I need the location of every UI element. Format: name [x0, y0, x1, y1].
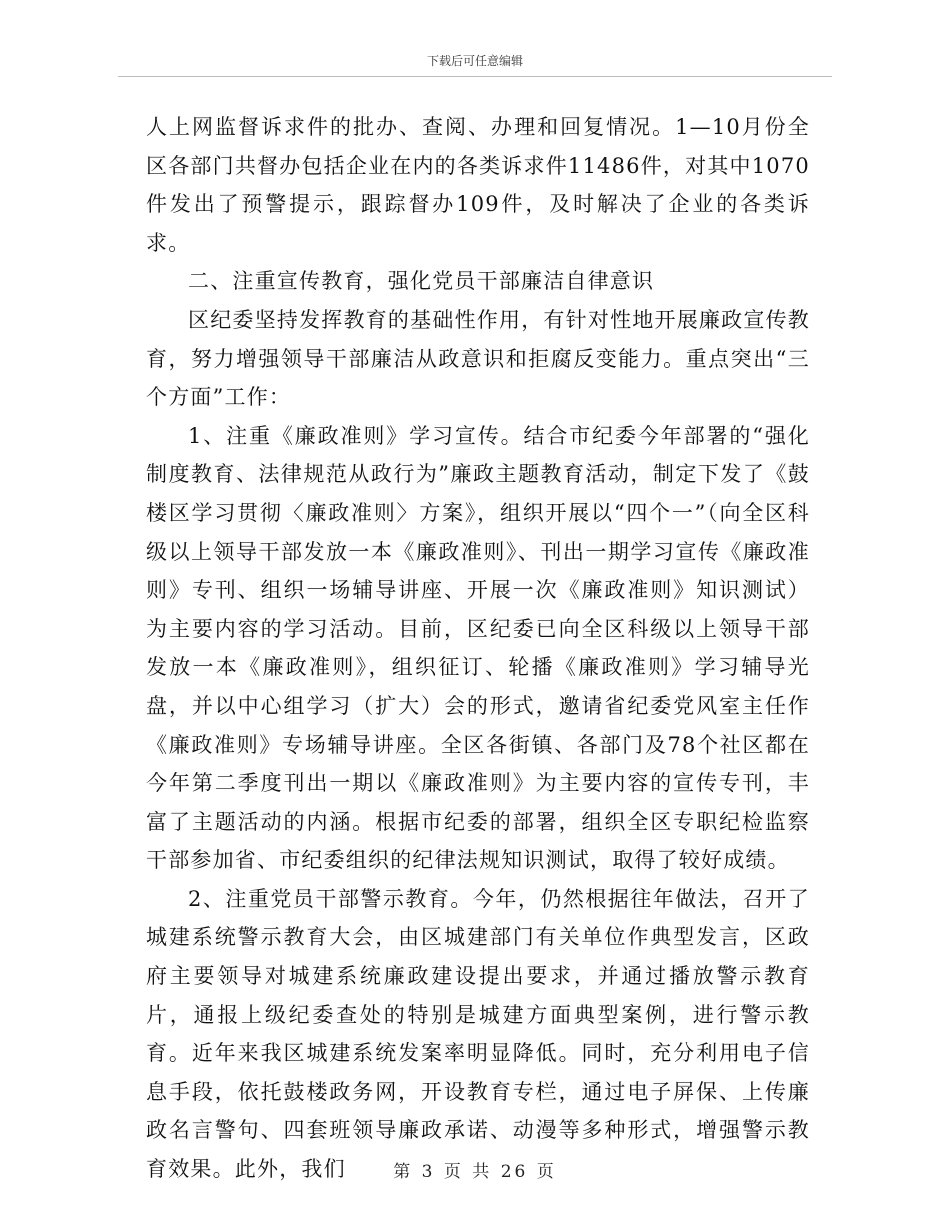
paragraph-item-1: 1、注重《廉政准则》学习宣传。结合市纪委今年部署的“强化制度教育、法律规范从政行为”廉政主题教育活动，制定下发了《鼓楼区学习贯彻〈廉政准则〉方案》，组织开展以“四个一”（向全区科级以上领导干部发放一本《廉政准则》、刊出一期学习宣传《廉政准则》专刊、组织一场辅导讲座、开展一次《廉政准则》知识测试）为主要内容的学习活动。目前，区纪委已向全区科级以上领导干部发放一本《廉政准则》，组织征订、轮播《廉政准则》学习辅导光盘，并以中心组学习（扩大）会的形式，邀请省纪委党风室主任作《廉政准则》专场辅导讲座。全区各街镇、各部门及78个社区都在今年第二季度刊出一期以《廉政准则》为主要内容的宣传专刊，丰富了主题活动的内涵。根据市纪委的部署，组织全区专职纪检监察干部参加省、市纪委组织的纪律法规知识测试，取得了较好成绩。	[146, 423, 810, 873]
document-body	[146, 108, 810, 1189]
page-header-note: 下载后可任意编辑	[426, 54, 523, 68]
section-heading: 二、注重宣传教育，强化党员干部廉洁自律意识	[188, 269, 655, 294]
paragraph-continuation: 人上网监督诉求件的批办、查阅、办理和回复情况。1—10月份全区各部门共督办包括企业在内的各类诉求件11486件，对其中1070件发出了预警提示，跟踪督办109件，及时解决了企业的各类诉求。	[146, 115, 810, 255]
page-number-footer: 第 3 页 共 26 页	[393, 1162, 557, 1182]
paragraph-item-2: 2、注重党员干部警示教育。今年，仍然根据往年做法，召开了城建系统警示教育大会，由区城建部门有关单位作典型发言，区政府主要领导对城建系统廉政建设提出要求，并通过播放警示教育片，通报上级纪委查处的特别是城建方面典型案例，进行警示教育。近年来我区城建系统发案率明显降低。同时，充分利用电子信息手段，依托鼓楼政务网，开设教育专栏，通过电子屏保、上传廉政名言警句、四套班领导廉政承诺、动漫等多种形式，增强警示教育效果。此外，我们	[146, 886, 810, 1182]
header-divider	[118, 76, 832, 77]
paragraph-intro: 区纪委坚持发挥教育的基础性作用，有针对性地开展廉政宣传教育，努力增强领导干部廉洁从政意识和拒腐反变能力。重点突出“三个方面”工作：	[146, 307, 810, 410]
